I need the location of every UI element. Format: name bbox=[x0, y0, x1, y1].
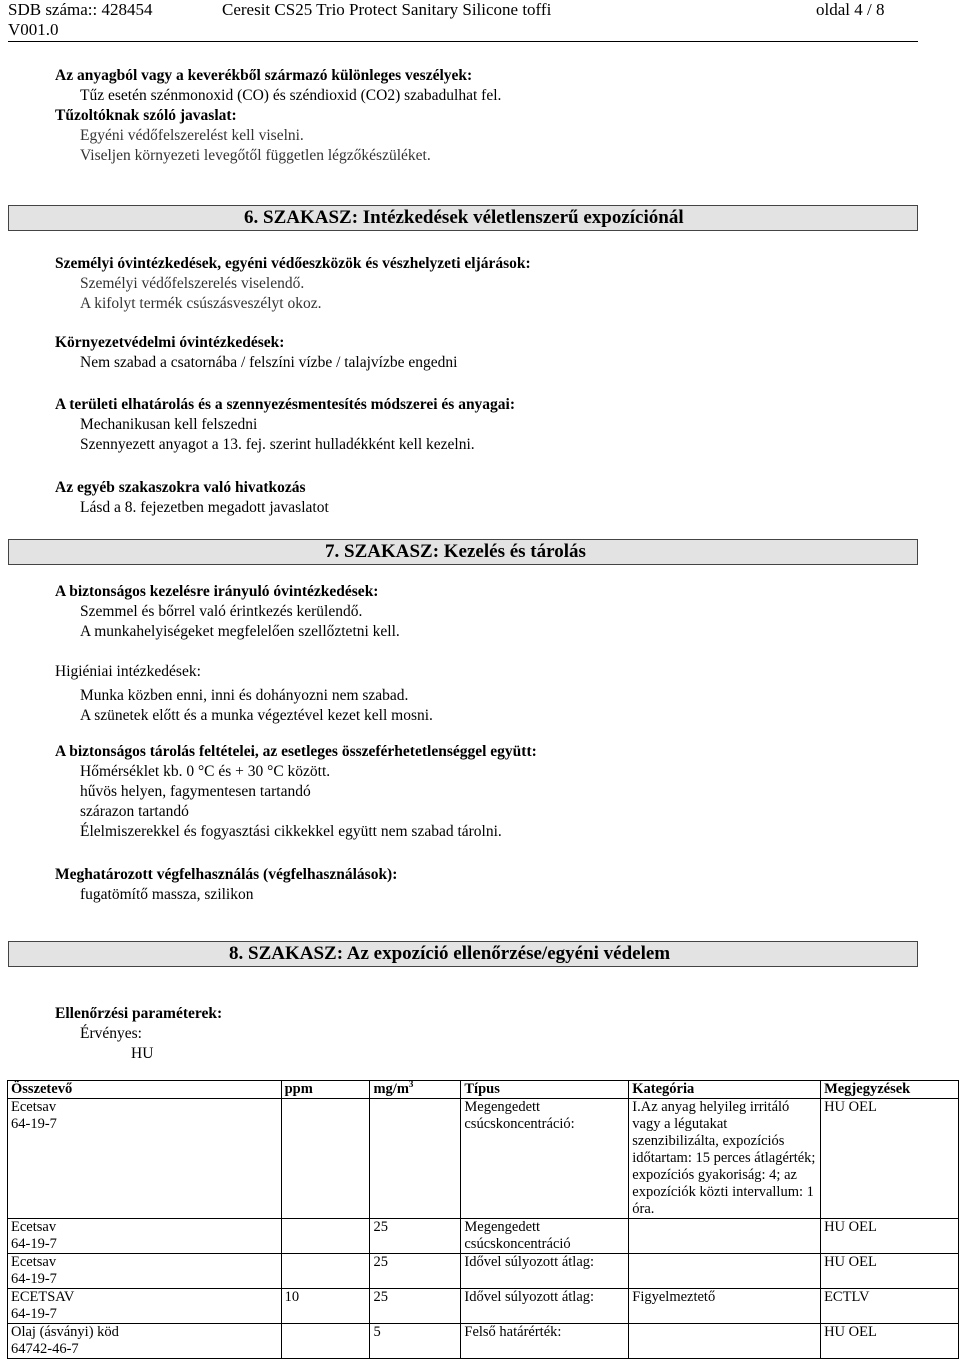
section-6-banner bbox=[8, 205, 918, 231]
component-name: Olaj (ásványi) köd bbox=[11, 1324, 119, 1340]
mgm3-cell bbox=[370, 1099, 461, 1219]
page-number: oldal 4 / 8 bbox=[816, 0, 885, 19]
type-cell: Idővel súlyozott átlag: bbox=[461, 1289, 629, 1324]
category-cell: I.Az anyag helyileg irritáló vagy a légutakat szenzibilizálta, expozíciós időtartam: 15 perces átlagérték; expozíciós gyakoriság: 4; az expozíciók közti intervallum: 1 óra. bbox=[629, 1099, 821, 1219]
remarks-cell: HU OEL bbox=[821, 1324, 959, 1359]
storage-line: Hőmérséklet kb. 0 °C és + 30 °C között. bbox=[80, 763, 331, 780]
component-cas: 64-19-7 bbox=[11, 1236, 57, 1252]
storage-line: szárazon tartandó bbox=[80, 803, 189, 820]
ppm-cell bbox=[281, 1099, 370, 1219]
hygiene-line: Munka közben enni, inni és dohányozni nem szabad. bbox=[80, 687, 409, 704]
table-row bbox=[8, 1219, 959, 1254]
country-code: HU bbox=[131, 1045, 154, 1062]
hygiene-heading: Higiéniai intézkedések: bbox=[55, 663, 201, 680]
valid-label: Érvényes: bbox=[80, 1025, 142, 1042]
product-name: Ceresit CS25 Trio Protect Sanitary Silicone toffi bbox=[222, 0, 552, 19]
end-use bbox=[55, 865, 935, 905]
type-cell: Idővel súlyozott átlag: bbox=[461, 1254, 629, 1289]
ppm-cell bbox=[281, 1219, 370, 1254]
ppm-cell bbox=[281, 1254, 370, 1289]
special-hazards-heading: Az anyagból vagy a keverékből származó különleges veszélyek: bbox=[55, 67, 473, 84]
column-header-superscript: 3 bbox=[408, 1079, 414, 1090]
environmental-heading: Környezetvédelmi óvintézkedések: bbox=[55, 334, 285, 351]
column-header: ppm bbox=[281, 1081, 370, 1099]
remarks-cell: HU OEL bbox=[821, 1099, 959, 1219]
component-name: Ecetsav bbox=[11, 1099, 57, 1115]
safe-handling-line: Szemmel és bőrrel való érintkezés kerülendő. bbox=[80, 603, 363, 620]
category-cell: Figyelmeztető bbox=[629, 1289, 821, 1324]
end-use-heading: Meghatározott végfelhasználás (végfelhasználások): bbox=[55, 866, 398, 883]
component-cas: 64-19-7 bbox=[11, 1306, 57, 1322]
component-cas: 64-19-7 bbox=[11, 1116, 57, 1132]
firefighter-line: Viseljen környezeti levegőtől független légzőkészüléket. bbox=[80, 147, 431, 164]
type-cell: Megengedett csúcskoncentráció: bbox=[461, 1099, 629, 1219]
mgm3-cell: 5 bbox=[370, 1324, 461, 1359]
hygiene-measures bbox=[55, 662, 935, 726]
personal-precautions-line: Személyi védőfelszerelés viselendő. bbox=[80, 275, 305, 292]
component-cas: 64742-46-7 bbox=[11, 1341, 79, 1357]
header-divider bbox=[8, 41, 918, 42]
column-header: Kategória bbox=[629, 1081, 821, 1099]
component-name: Ecetsav bbox=[11, 1219, 57, 1235]
component-cell bbox=[8, 1099, 282, 1219]
version: V001.0 bbox=[8, 20, 59, 39]
firefighter-heading: Tűzoltóknak szóló javaslat: bbox=[55, 107, 237, 124]
mgm3-cell: 25 bbox=[370, 1219, 461, 1254]
table-header-row bbox=[8, 1081, 959, 1099]
section-7-banner bbox=[8, 539, 918, 565]
section-7-title: 7. SZAKASZ: Kezelés és tárolás bbox=[325, 541, 586, 562]
reference-heading: Az egyéb szakaszokra való hivatkozás bbox=[55, 479, 306, 496]
component-cell bbox=[8, 1254, 282, 1289]
remarks-cell: HU OEL bbox=[821, 1219, 959, 1254]
mgm3-cell: 25 bbox=[370, 1254, 461, 1289]
column-header: Megjegyzések bbox=[821, 1081, 959, 1099]
component-cell bbox=[8, 1289, 282, 1324]
column-header: Típus bbox=[461, 1081, 629, 1099]
containment-line: Mechanikusan kell felszedni bbox=[80, 416, 258, 433]
control-parameters-heading: Ellenőrzési paraméterek: bbox=[55, 1005, 223, 1022]
ppm-cell: 10 bbox=[281, 1289, 370, 1324]
type-cell: Felső határérték: bbox=[461, 1324, 629, 1359]
containment-line: Szennyezett anyagot a 13. fej. szerint hulladékként kell kezelni. bbox=[80, 436, 475, 453]
special-hazards-text: Tűz esetén szénmonoxid (CO) és széndioxid (CO2) szabadulhat fel. bbox=[80, 87, 502, 104]
environmental-line: Nem szabad a csatornába / felszíni vízbe / talajvízbe engedni bbox=[80, 354, 458, 371]
environmental-precautions bbox=[55, 333, 935, 373]
storage-line: Élelmiszerekkel és fogyasztási cikkekkel együtt nem szabad tárolni. bbox=[80, 823, 502, 840]
section-8-banner bbox=[8, 941, 918, 967]
sdb-number: SDB száma:: 428454 bbox=[8, 0, 153, 19]
containment-methods bbox=[55, 395, 935, 455]
type-cell: Megengedett csúcskoncentráció bbox=[461, 1219, 629, 1254]
personal-precautions-heading: Személyi óvintézkedések, egyéni védőeszközök és vészhelyzeti eljárások: bbox=[55, 255, 531, 272]
storage-conditions bbox=[55, 742, 935, 842]
reference-line: Lásd a 8. fejezetben megadott javaslatot bbox=[80, 499, 329, 516]
table-row bbox=[8, 1254, 959, 1289]
remarks-cell: ECTLV bbox=[821, 1289, 959, 1324]
ppm-cell bbox=[281, 1324, 370, 1359]
hygiene-line: A szünetek előtt és a munka végeztével kezet kell mosni. bbox=[80, 707, 433, 724]
column-header bbox=[370, 1081, 461, 1099]
section-6-title: 6. SZAKASZ: Intézkedések véletlenszerű expozíciónál bbox=[244, 207, 684, 228]
safe-handling-line: A munkahelyiségeket megfelelően szellőztetni kell. bbox=[80, 623, 400, 640]
storage-line: hűvös helyen, fagymentesen tartandó bbox=[80, 783, 311, 800]
personal-precautions bbox=[55, 254, 935, 314]
section-8-title: 8. SZAKASZ: Az expozíció ellenőrzése/egyéni védelem bbox=[229, 943, 671, 964]
component-cell bbox=[8, 1324, 282, 1359]
control-parameters bbox=[55, 1004, 935, 1064]
column-header-label: mg/m bbox=[373, 1081, 409, 1097]
storage-heading: A biztonságos tárolás feltételei, az esetleges összeférhetetlenséggel együtt: bbox=[55, 743, 537, 760]
containment-heading: A területi elhatárolás és a szennyezésmentesítés módszerei és anyagai: bbox=[55, 396, 516, 413]
firefighter-line: Egyéni védőfelszerelést kell viselni. bbox=[80, 127, 304, 144]
table-row bbox=[8, 1289, 959, 1324]
personal-precautions-line: A kifolyt termék csúszásveszélyt okoz. bbox=[80, 295, 322, 312]
reference-other-sections bbox=[55, 478, 935, 518]
safe-handling-heading: A biztonságos kezelésre irányuló óvintézkedések: bbox=[55, 583, 379, 600]
firefighter-advice bbox=[55, 106, 935, 166]
remarks-cell: HU OEL bbox=[821, 1254, 959, 1289]
exposure-limits-table bbox=[7, 1080, 959, 1359]
component-name: ECETSAV bbox=[11, 1289, 75, 1305]
table-row bbox=[8, 1324, 959, 1359]
category-cell bbox=[629, 1254, 821, 1289]
category-cell bbox=[629, 1219, 821, 1254]
table-row bbox=[8, 1099, 959, 1219]
component-cas: 64-19-7 bbox=[11, 1271, 57, 1287]
end-use-line: fugatömítő massza, szilikon bbox=[80, 886, 254, 903]
mgm3-cell: 25 bbox=[370, 1289, 461, 1324]
component-cell bbox=[8, 1219, 282, 1254]
component-name: Ecetsav bbox=[11, 1254, 57, 1270]
safe-handling bbox=[55, 582, 935, 642]
column-header: Összetevő bbox=[8, 1081, 282, 1099]
special-hazards bbox=[55, 66, 935, 106]
category-cell bbox=[629, 1324, 821, 1359]
